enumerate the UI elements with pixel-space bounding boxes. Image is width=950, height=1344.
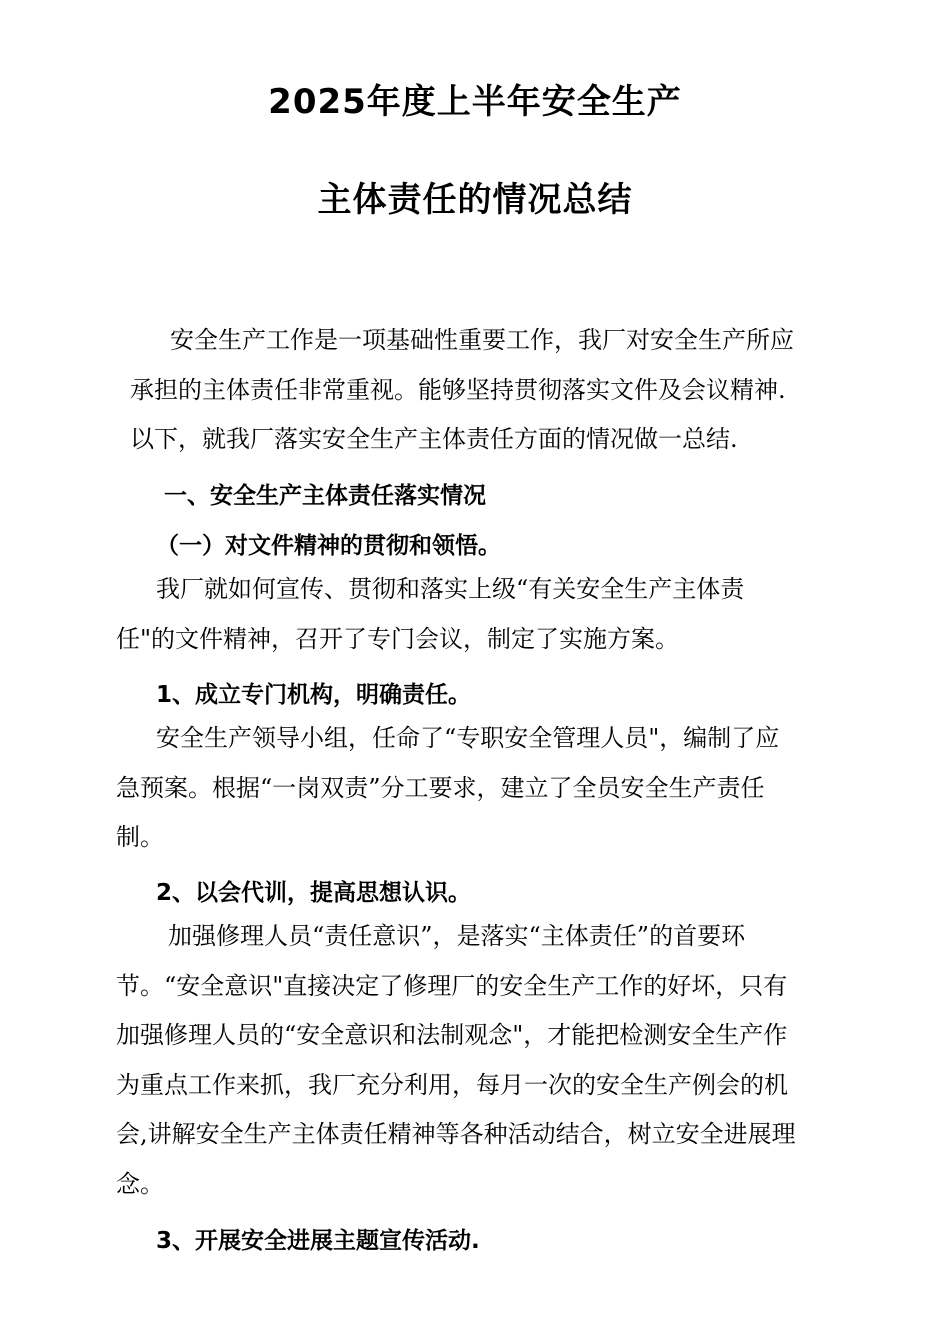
section-1-heading: 一、安全生产主体责任落实情况 — [164, 483, 486, 509]
item-1-line-2: 急预案。根据“一岗双责”分工要求，建立了全员安全生产责任 — [116, 773, 765, 802]
item-2-line-4: 为重点工作来抓，我厂充分利用，每月一次的安全生产例会的机 — [116, 1070, 788, 1099]
item-2-line-3: 加强修理人员的“安全意识和法制观念"，才能把检测安全生产作 — [116, 1021, 788, 1049]
item-1-line-3: 制。 — [116, 823, 164, 851]
item-1-heading: 1、成立专门机构，明确责任。 — [156, 682, 472, 708]
document-title-line-2: 主体责任的情况总结 — [317, 180, 633, 220]
intro-line-1: 安全生产工作是一项基础性重要工作，我厂对安全生产所应 — [170, 326, 794, 354]
subsection-1-line-1: 我厂就如何宣传、贯彻和落实上级“有关安全生产主体责 — [156, 575, 745, 603]
item-1-line-1: 安全生产领导小组，任命了“专职安全管理人员"，编制了应 — [156, 724, 780, 752]
item-2-line-5: 会,讲解安全生产主体责任精神等各种活动结合，树立安全进展理 — [116, 1120, 796, 1148]
item-2-paragraph — [116, 912, 852, 1209]
subsection-1-paragraph — [116, 565, 852, 664]
item-2-line-6: 念。 — [116, 1169, 164, 1198]
subsection-1-line-2: 任"的文件精神，召开了专门会议，制定了实施方案。 — [116, 624, 680, 653]
document-title-line-1: 2025年度上半年安全生产 — [268, 82, 682, 122]
item-2-line-1: 加强修理人员“责任意识”，是落实“主体责任”的首要环 — [168, 922, 746, 950]
item-2-line-2: 节。“安全意识"直接决定了修理厂的安全生产工作的好坏，只有 — [116, 971, 788, 1000]
item-3-heading: 3、开展安全进展主题宣传活动. — [156, 1228, 480, 1254]
subsection-1-heading: （一）对文件精神的贯彻和领悟。 — [156, 533, 501, 559]
intro-line-3: 以下，就我厂落实安全生产主体责任方面的情况做一总结. — [130, 425, 738, 453]
item-1-paragraph — [116, 714, 852, 863]
intro-line-2: 承担的主体责任非常重视。能够坚持贯彻落实文件及会议精神. — [130, 375, 786, 404]
intro-paragraph — [116, 316, 852, 465]
item-2-heading: 2、以会代训，提高思想认识。 — [156, 880, 472, 906]
